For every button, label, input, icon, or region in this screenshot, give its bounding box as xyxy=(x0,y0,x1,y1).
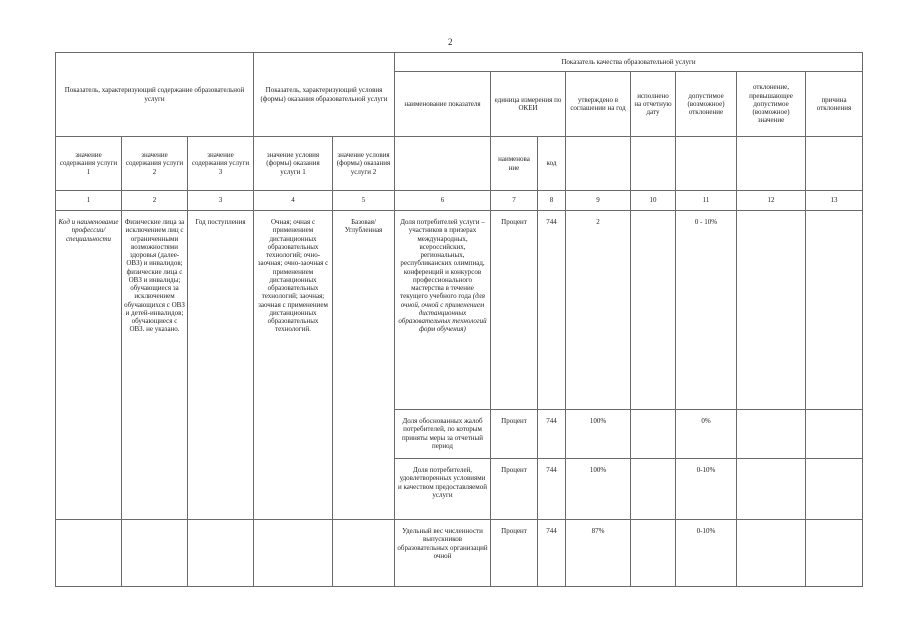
condition-value-2-header: значение условия (формы) оказания услуги 2 xyxy=(333,137,395,191)
column-number: 13 xyxy=(806,191,863,211)
indicator-name-cell xyxy=(395,211,491,410)
empty-header-cell xyxy=(676,137,737,191)
column-number: 8 xyxy=(538,191,566,211)
quality-group-header: Показатель качества образовательной услуги xyxy=(395,53,863,72)
unit-cell: Процент xyxy=(491,211,538,410)
allowed-deviation-cell: 0-10% xyxy=(676,520,737,587)
column-number: 2 xyxy=(122,191,188,211)
page-number: 2 xyxy=(448,37,453,47)
code-cell: 744 xyxy=(538,410,566,459)
empty-cell xyxy=(188,520,254,587)
approved-cell: 2 xyxy=(566,211,631,410)
code-cell: 744 xyxy=(538,520,566,587)
profession-code-cell: Код и наименование профессии/специальности xyxy=(56,211,122,520)
column-number: 6 xyxy=(395,191,491,211)
exceeding-deviation-cell xyxy=(737,211,806,410)
table-row xyxy=(56,520,863,587)
column-number: 5 xyxy=(333,191,395,211)
approved-cell: 100% xyxy=(566,459,631,520)
empty-header-cell xyxy=(806,137,863,191)
empty-cell xyxy=(122,520,188,587)
service-quality-table xyxy=(55,52,863,587)
deviation-reason-cell xyxy=(806,211,863,410)
unit-cell: Процент xyxy=(491,410,538,459)
column-number: 9 xyxy=(566,191,631,211)
deviation-reason-cell xyxy=(806,410,863,459)
executed-cell xyxy=(631,211,676,410)
unit-cell: Процент xyxy=(491,459,538,520)
empty-cell xyxy=(254,520,333,587)
indicator-name-header: наименование показателя xyxy=(395,72,491,137)
approved-header: утверждено в соглашении на год xyxy=(566,72,631,137)
column-number: 7 xyxy=(491,191,538,211)
admission-year-cell: Год поступления xyxy=(188,211,254,520)
allowed-deviation-header: допустимое (возможное) отклонение xyxy=(676,72,737,137)
empty-header-cell xyxy=(737,137,806,191)
allowed-deviation-cell: 0-10% xyxy=(676,459,737,520)
unit-cell: Процент xyxy=(491,520,538,587)
executed-cell xyxy=(631,520,676,587)
column-number: 10 xyxy=(631,191,676,211)
approved-cell: 87% xyxy=(566,520,631,587)
exceeding-deviation-cell xyxy=(737,410,806,459)
indicator-name-text: Доля потребителей услуги – участников в призерах международных, всероссийских, региональных, республиканских олимпиад, конференций и конкурсов профессионального мастерства в течение текущего учебного года xyxy=(400,218,485,301)
deviation-reason-header: причина отклонения xyxy=(806,72,863,137)
content-value-3-header: значение содержания услуги 3 xyxy=(188,137,254,191)
deviation-reason-cell xyxy=(806,459,863,520)
indicator-name-cell: Доля обоснованных жалоб потребителей, по которым приняты меры за отчетный период xyxy=(395,410,491,459)
unit-code-header: код xyxy=(538,137,566,191)
allowed-deviation-cell: 0 - 10% xyxy=(676,211,737,410)
exceeding-deviation-header: отклонение, превышающее допустимое (возможное) значение xyxy=(737,72,806,137)
table-row xyxy=(56,211,863,410)
content-value-2-header: значение содержания услуги 2 xyxy=(122,137,188,191)
indicator-name-cell: Доля потребителей, удовлетворенных условиями и качеством предоставляемой услуги xyxy=(395,459,491,520)
empty-cell xyxy=(56,520,122,587)
unit-name-header: наименова ние xyxy=(491,137,538,191)
conditions-group-header: Показатель, характеризующий условия (формы) оказания образовательной услуги xyxy=(254,53,395,137)
column-number: 3 xyxy=(188,191,254,211)
exceeding-deviation-cell xyxy=(737,459,806,520)
condition-value-1-header: значение условия (формы) оказания услуги 1 xyxy=(254,137,333,191)
column-number: 11 xyxy=(676,191,737,211)
unit-okei-header: единица измерения по ОКЕИ xyxy=(491,72,566,137)
empty-header-cell xyxy=(566,137,631,191)
code-cell: 744 xyxy=(538,459,566,520)
column-number: 1 xyxy=(56,191,122,211)
indicator-name-cell: Удельный вес численности выпускников образовательных организаций очной xyxy=(395,520,491,587)
code-cell: 744 xyxy=(538,211,566,410)
empty-header-cell xyxy=(631,137,676,191)
approved-cell: 100% xyxy=(566,410,631,459)
executed-cell xyxy=(631,410,676,459)
empty-header-cell xyxy=(395,137,491,191)
allowed-deviation-cell: 0% xyxy=(676,410,737,459)
indicator-name-note: (для очной, очной с применением дистанционных образовательных технологий форм обучения) xyxy=(398,292,487,334)
empty-cell xyxy=(333,520,395,587)
exceeding-deviation-cell xyxy=(737,520,806,587)
study-form-cell: Очная; очная с применением дистанционных образовательных технологий; очно-заочная; очно-заочная с применением дистанционных образовательных технологий; заочная; заочная с применением дистанционных образовательных технологий. xyxy=(254,211,333,520)
deviation-reason-cell xyxy=(806,520,863,587)
consumer-category-cell: Физические лица за исключением лиц с ограниченными возможностями здоровья (далее-ОВЗ) и инвалидов; физические лица с ОВЗ и инвалиды; обучающиеся за исключением обучающихся с ОВЗ и детей-инвалидов; обучающиеся с ОВЗ. не указано. xyxy=(122,211,188,520)
content-value-1-header: значение содержания услуги 1 xyxy=(56,137,122,191)
content-group-header: Показатель, характеризующий содержание образовательной услуги xyxy=(56,53,254,137)
column-number: 4 xyxy=(254,191,333,211)
level-cell: Базовая/ Углубленная xyxy=(333,211,395,520)
executed-cell xyxy=(631,459,676,520)
executed-header: исполнено на отчетную дату xyxy=(631,72,676,137)
column-number: 12 xyxy=(737,191,806,211)
